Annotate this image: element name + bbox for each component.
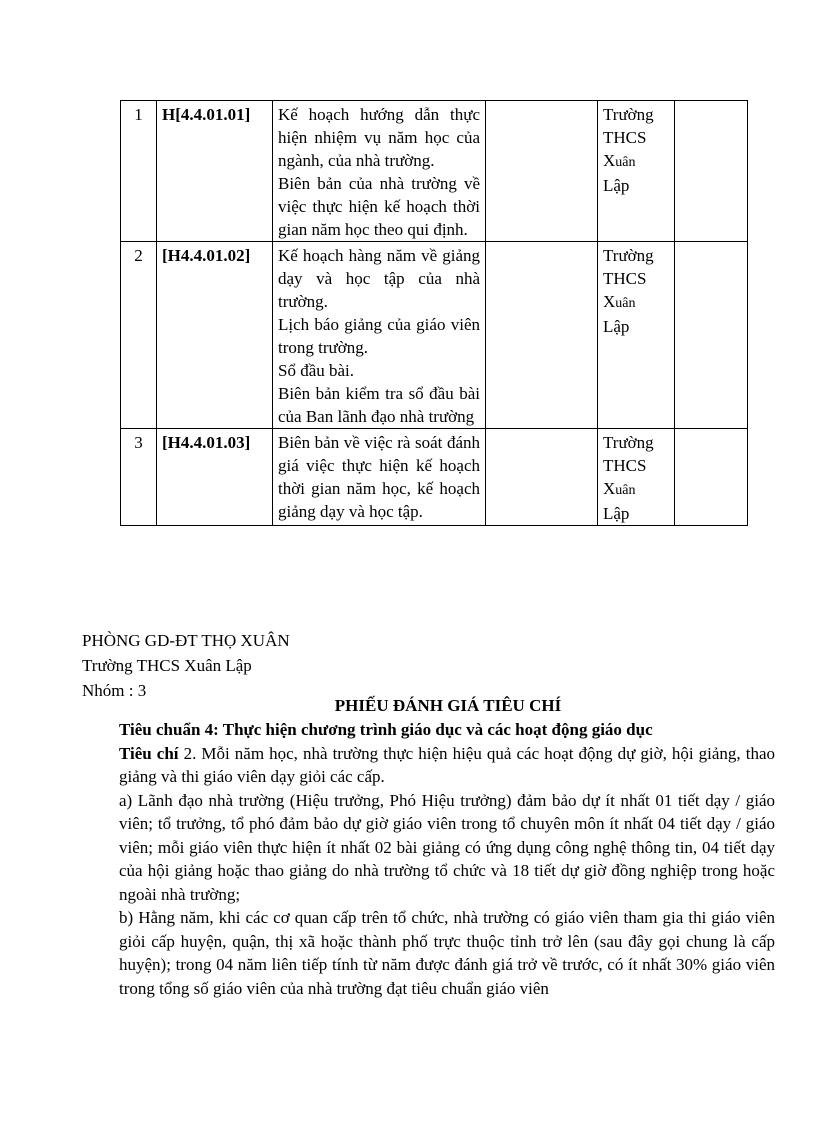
source-cell (598, 101, 675, 242)
evidence-table (120, 100, 748, 526)
source-line: Trường (603, 246, 654, 265)
evidence-code-cell: [H4.4.01.02] (157, 242, 273, 429)
source-x: X (603, 479, 616, 498)
description-line: Kế hoạch hướng dẫn thực hiện nhiệm vụ năm học của ngành, của nhà trường. (278, 105, 480, 170)
criterion-item-b: b) Hằng năm, khi các cơ quan cấp trên tổ chức, nhà trường có giáo viên tham gia thi giáo viên giỏi cấp huyện, quận, thị xã hoặc thành phố trực thuộc tỉnh trở lên (sau đây gọi chung là cấp huyện); trong 04 năm liên tiếp tính từ năm được đánh giá trở về trước, có ít nhất 30% giáo viên trong tổng số giáo viên của nhà trường đạt tiêu chuẩn giáo viên (119, 908, 775, 998)
document-header (82, 628, 290, 703)
source-line: Lập (603, 504, 630, 523)
empty-cell (675, 429, 748, 526)
source-line: THCS (603, 269, 647, 288)
table-row (121, 242, 748, 429)
form-title: PHIẾU ĐÁNH GIÁ TIÊU CHÍ (334, 696, 562, 715)
form-body (119, 718, 775, 1000)
source-line: Lập (603, 176, 630, 195)
description-line: Biên bản của nhà trường về việc thực hiện kế hoạch thời gian năm học theo qui định. (278, 174, 480, 239)
description-line: Lịch báo giảng của giáo viên trong trường. (278, 315, 480, 357)
group-label: Nhóm : 3 (82, 681, 147, 700)
source-x: X (603, 292, 616, 311)
row-number-cell: 2 (121, 242, 157, 429)
school-name: Trường THCS Xuân Lập (82, 656, 252, 675)
criterion-paragraph (119, 742, 775, 789)
source-line (603, 149, 669, 174)
criterion-label: Tiêu chí (119, 743, 179, 763)
table-row (121, 101, 748, 242)
criterion-item-a: a) Lãnh đạo nhà trường (Hiệu trưởng, Phó Hiệu trưởng) đảm bảo dự ít nhất 01 tiết dạy / giáo viên; tổ trưởng, tổ phó đảm bảo dự giờ giáo viên trong tổ chuyên môn ít nhất 04 tiết dạy / giáo viên; mỗi giáo viên thực hiện ít nhất 02 bài giảng có ứng dụng công nghệ thông tin, 04 tiết dạy của hội giảng hoặc thao giảng do nhà trường tổ chức và 18 tiết dự giờ đồng nghiệp trong hoặc ngoài nhà trường; (119, 790, 775, 904)
table-row (121, 429, 748, 526)
standard-heading: Tiêu chuẩn 4: Thực hiện chương trình giáo dục và các hoạt động giáo dục (119, 720, 653, 739)
empty-cell (675, 101, 748, 242)
source-subscript: uân (615, 296, 636, 311)
source-line: Trường (603, 433, 654, 452)
description-line: Biên bản về việc rà soát đánh giá việc thực hiện kế hoạch thời gian năm học, kế hoạch giảng dạy và học tập. (278, 433, 480, 521)
empty-cell (486, 429, 598, 526)
source-line: Lập (603, 317, 630, 336)
source-line: THCS (603, 128, 647, 147)
source-cell (598, 429, 675, 526)
empty-cell (675, 242, 748, 429)
evidence-code-cell: [H4.4.01.03] (157, 429, 273, 526)
empty-cell (486, 242, 598, 429)
description-line: Biên bản kiểm tra sổ đầu bài của Ban lãnh đạo nhà trường (278, 384, 480, 426)
row-number-cell: 3 (121, 429, 157, 526)
empty-cell (486, 101, 598, 242)
source-cell (598, 242, 675, 429)
description-line: Sổ đầu bài. (278, 361, 355, 380)
department-name: PHÒNG GD-ĐT THỌ XUÂN (82, 631, 290, 650)
evidence-code-cell: H[4.4.01.01] (157, 101, 273, 242)
evidence-description-cell (273, 242, 486, 429)
source-x: X (603, 151, 616, 170)
source-line (603, 290, 669, 315)
criterion-text: 2. Mỗi năm học, nhà trường thực hiện hiệu quả các hoạt động dự giờ, hội giảng, thao giảng và thi giáo viên dạy giỏi các cấp. (119, 743, 775, 786)
row-number-cell: 1 (121, 101, 157, 242)
source-subscript: uân (615, 155, 636, 170)
source-line: THCS (603, 456, 647, 475)
source-subscript: uân (615, 483, 636, 498)
source-line (603, 477, 669, 502)
source-line: Trường (603, 105, 654, 124)
evidence-description-cell (273, 101, 486, 242)
evidence-description-cell (273, 429, 486, 526)
description-line: Kế hoạch hàng năm về giảng dạy và học tập của nhà trường. (278, 246, 480, 311)
